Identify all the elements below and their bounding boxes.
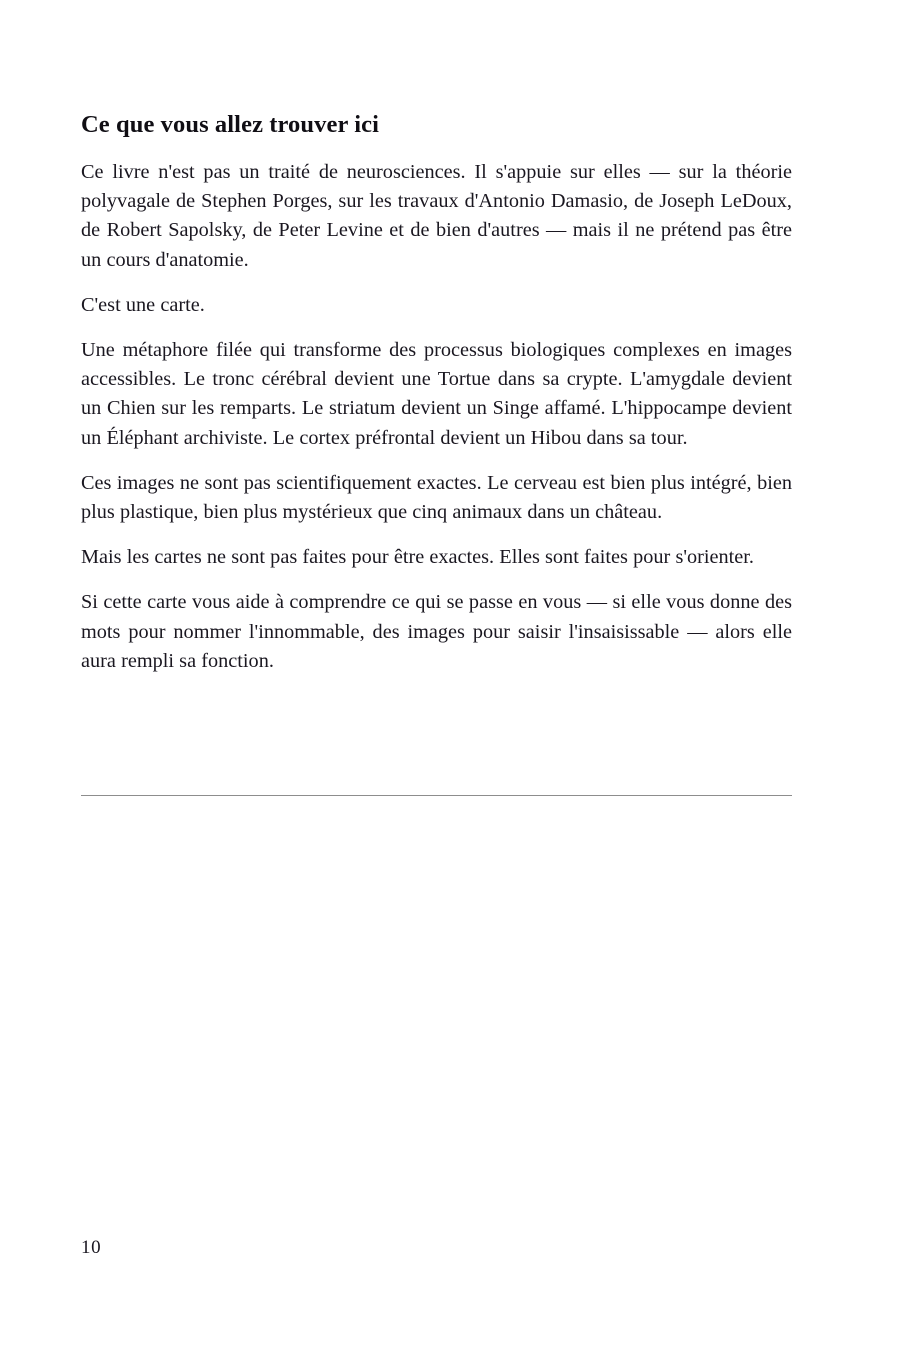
body-paragraph: Une métaphore filée qui transforme des processus biologiques complexes en images accessibles. Le tronc cérébral devient une Tortue dans sa crypte. L'amygdale devient un Chien sur les remparts. Le striatum devient un Singe affamé. L'hippocampe devient un Éléphant archiviste. Le cortex préfrontal devient un Hibou dans sa tour. (81, 339, 792, 449)
body-paragraph: Mais les cartes ne sont pas faites pour être exactes. Elles sont faites pour s'orienter. (81, 546, 754, 569)
page-number: 10 (81, 1237, 102, 1258)
body-paragraph: Ces images ne sont pas scientifiquement exactes. Le cerveau est bien plus intégré, bien plus plastique, bien plus mystérieux que cinq animaux dans un château. (81, 471, 792, 524)
page-content (81, 110, 792, 676)
body-paragraph: C'est une carte. (81, 293, 205, 316)
body-paragraph: Si cette carte vous aide à comprendre ce qui se passe en vous — si elle vous donne des mots pour nommer l'innommable, des images pour saisir l'insaisissable — alors elle aura rempli sa fonction. (81, 591, 792, 672)
section-divider (81, 795, 792, 796)
body-paragraph: Ce livre n'est pas un traité de neurosciences. Il s'appuie sur elles — sur la théorie polyvagale de Stephen Porges, sur les travaux d'Antonio Damasio, de Joseph LeDoux, de Robert Sapolsky, de Peter Levine et de bien d'autres — mais il ne prétend pas être un cours d'anatomie. (81, 161, 792, 271)
section-heading: Ce que vous allez trouver ici (81, 111, 380, 138)
